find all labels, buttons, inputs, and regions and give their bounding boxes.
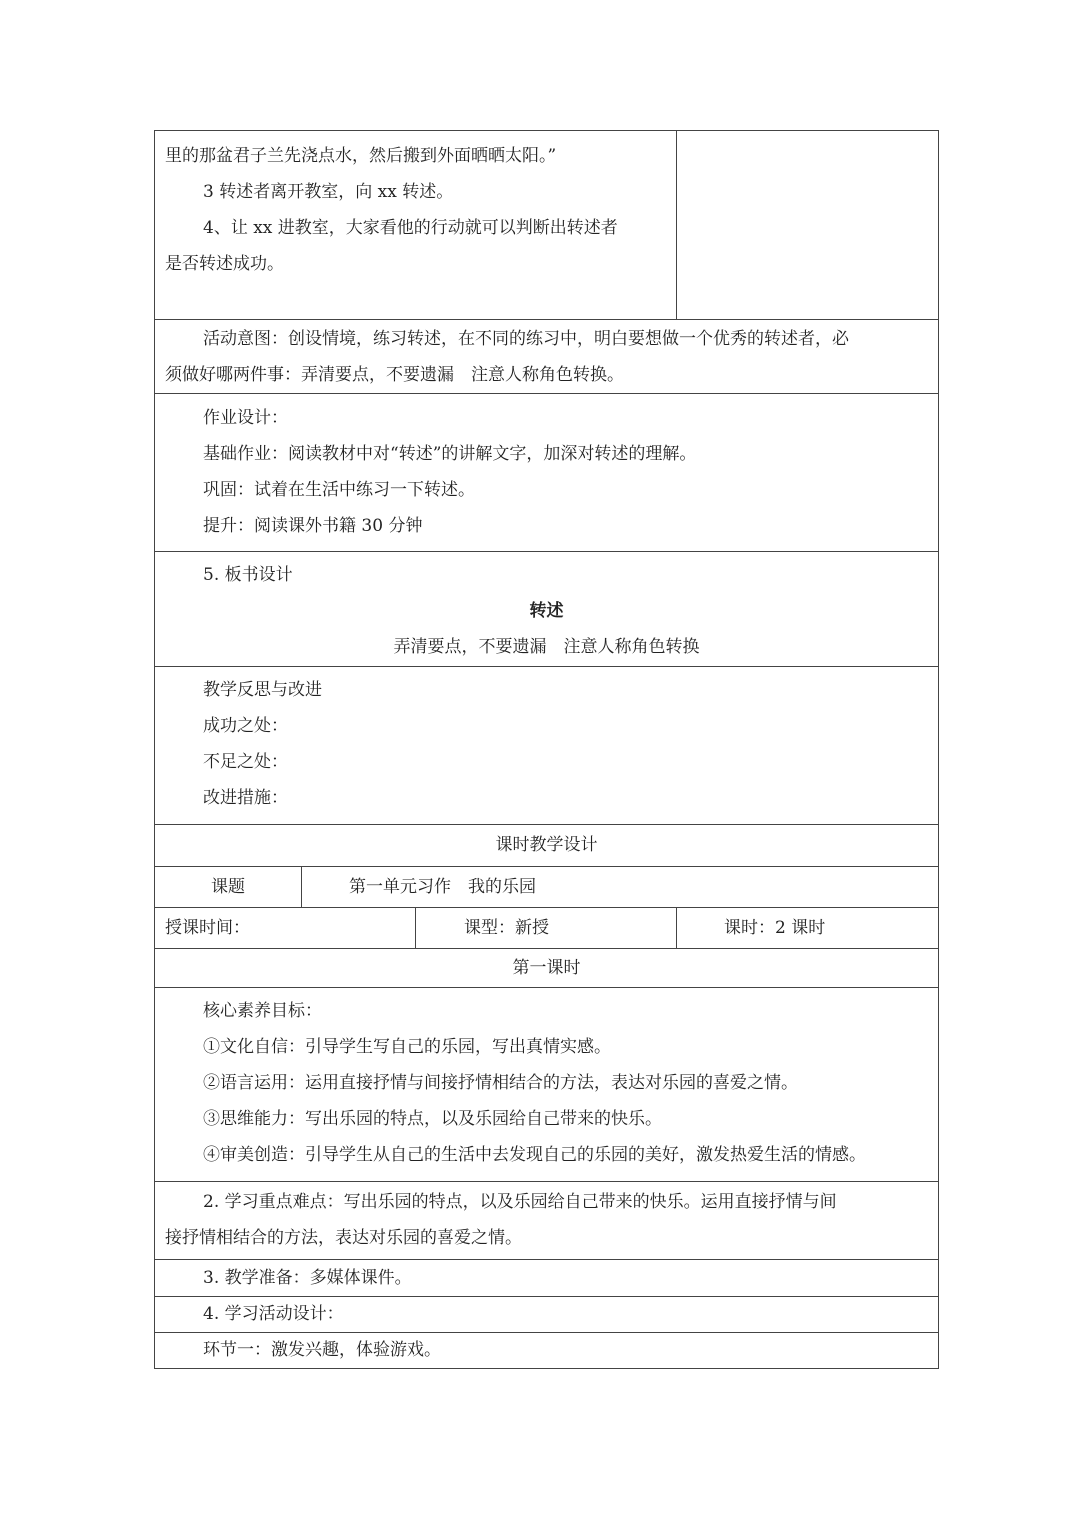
- reflection-measures: 改进措施：: [203, 788, 288, 808]
- text-line: 3 转述者离开教室，向 xx 转述。: [203, 182, 454, 202]
- lesson-plan-page: [154, 130, 938, 1369]
- reflection-success: 成功之处：: [203, 716, 288, 736]
- text-line: 须做好哪两件事：弄清要点，不要遗漏 注意人称角色转换。: [165, 365, 624, 385]
- homework-row: [155, 394, 939, 552]
- board-design-label: 5. 板书设计: [203, 565, 293, 585]
- homework-basic: 基础作业：阅读教材中对“转述”的讲解文字，加深对转述的理解。: [203, 444, 697, 464]
- goal-item: ④审美创造：引导学生从自己的生活中去发现自己的乐园的美好，激发热爱生活的情感。: [203, 1145, 866, 1165]
- board-line: 弄清要点，不要遗漏 注意人称角色转换: [393, 637, 700, 657]
- goals-title: 核心素养目标：: [203, 1001, 322, 1021]
- text-line: 活动意图：创设情境，练习转述，在不同的练习中，明白要想做一个优秀的转述者，必: [203, 329, 849, 349]
- focus-row: [155, 1182, 939, 1260]
- topic-value: 第一单元习作 我的乐园: [302, 867, 939, 908]
- reflection-shortcoming: 不足之处：: [203, 752, 288, 772]
- activity-row: [155, 1297, 939, 1333]
- activity-steps-cell: [155, 131, 677, 320]
- goals-cell: [155, 988, 939, 1182]
- prep-text: 3. 教学准备：多媒体课件。: [203, 1268, 412, 1288]
- topic-row: [155, 867, 939, 908]
- prep-cell: [155, 1260, 939, 1297]
- lesson-header: 课时教学设计: [155, 825, 939, 867]
- step1-row: [155, 1333, 939, 1369]
- period-row: [155, 949, 939, 988]
- topic-label: 课题: [155, 867, 302, 908]
- time-label: 授课时间：: [155, 908, 416, 949]
- homework-consolidate: 巩固：试着在生活中练习一下转述。: [203, 480, 475, 500]
- board-design-row: [155, 552, 939, 667]
- text-line: 里的那盆君子兰先浇点水，然后搬到外面晒晒太阳。”: [165, 146, 557, 166]
- board-title: 转述: [529, 601, 564, 621]
- text-line: 接抒情相结合的方法，表达对乐园的喜爱之情。: [165, 1228, 522, 1248]
- hours-label: 课时：2 课时: [677, 908, 939, 949]
- goal-item: ③思维能力：写出乐园的特点，以及乐园给自己带来的快乐。: [203, 1109, 662, 1129]
- text-line: 4、让 xx 进教室，大家看他的行动就可以判断出转述者: [203, 218, 618, 238]
- reflection-row: [155, 667, 939, 825]
- text-line: 是否转述成功。: [165, 254, 284, 274]
- activity-steps-row: [155, 131, 939, 320]
- lesson-plan-table: [154, 130, 939, 1369]
- board-design-cell: [155, 552, 939, 667]
- period-label: 第一课时: [155, 949, 939, 988]
- focus-cell: [155, 1182, 939, 1260]
- activity-cell: [155, 1297, 939, 1333]
- empty-side-cell: [677, 131, 939, 320]
- prep-row: [155, 1260, 939, 1297]
- text-line: 2. 学习重点难点：写出乐园的特点，以及乐园给自己带来的快乐。运用直接抒情与间: [203, 1192, 837, 1212]
- intent-cell: [155, 320, 939, 394]
- homework-title: 作业设计：: [203, 408, 288, 428]
- step1-text: 环节一：激发兴趣，体验游戏。: [203, 1340, 441, 1360]
- type-label: 课型：新授: [416, 908, 677, 949]
- goal-item: ②语言运用：运用直接抒情与间接抒情相结合的方法，表达对乐园的喜爱之情。: [203, 1073, 798, 1093]
- step1-cell: [155, 1333, 939, 1369]
- homework-improve: 提升：阅读课外书籍 30 分钟: [203, 516, 423, 536]
- reflection-cell: [155, 667, 939, 825]
- homework-cell: [155, 394, 939, 552]
- reflection-title: 教学反思与改进: [203, 680, 322, 700]
- schedule-row: [155, 908, 939, 949]
- goal-item: ①文化自信：引导学生写自己的乐园，写出真情实感。: [203, 1037, 611, 1057]
- lesson-header-row: [155, 825, 939, 867]
- goals-row: [155, 988, 939, 1182]
- intent-row: [155, 320, 939, 394]
- activity-text: 4. 学习活动设计：: [203, 1304, 344, 1324]
